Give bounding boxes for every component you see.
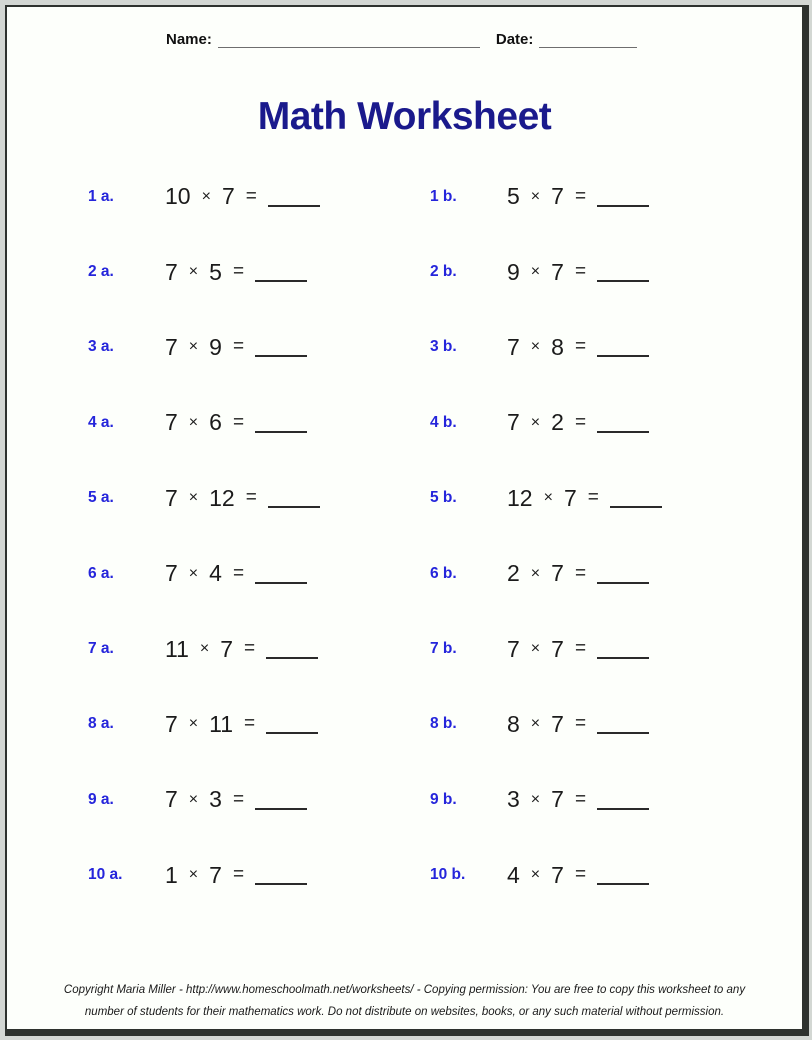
answer-blank[interactable] <box>597 732 649 734</box>
equals-sign: = <box>574 336 587 358</box>
times-sign: × <box>188 263 199 281</box>
equals-sign: = <box>244 713 256 735</box>
equals-sign: = <box>232 562 245 584</box>
equals-sign: = <box>232 336 245 358</box>
problem-label: 3 b. <box>430 338 457 356</box>
answer-blank[interactable] <box>266 732 318 734</box>
problem-row-9 <box>7 762 802 837</box>
problem-expression <box>165 183 320 210</box>
answer-blank[interactable] <box>255 280 307 282</box>
answer-blank[interactable] <box>597 205 649 207</box>
times-sign: × <box>188 338 199 356</box>
times-sign: × <box>530 640 541 658</box>
factor-1: 9 <box>507 258 520 285</box>
problem-2b <box>430 259 649 286</box>
problem-9b <box>430 786 649 813</box>
factor-2: 3 <box>209 786 222 813</box>
problem-label: 7 a. <box>88 640 114 658</box>
answer-blank[interactable] <box>597 883 649 885</box>
equals-sign: = <box>574 864 587 886</box>
factor-1: 3 <box>507 786 520 813</box>
problem-label: 2 b. <box>430 263 457 281</box>
problem-expression <box>507 409 649 436</box>
problem-row-3 <box>7 310 802 385</box>
problem-expression <box>165 560 307 587</box>
factor-1: 7 <box>507 635 520 662</box>
date-input-line[interactable] <box>539 31 637 48</box>
problem-expression <box>507 786 649 813</box>
problem-label: 5 a. <box>88 489 114 507</box>
equals-sign: = <box>232 788 245 810</box>
factor-1: 7 <box>507 333 520 360</box>
factor-2: 7 <box>551 861 564 888</box>
equals-sign: = <box>232 261 245 283</box>
equals-sign: = <box>574 713 587 735</box>
problem-expression <box>165 334 307 361</box>
equals-sign: = <box>232 411 245 433</box>
problem-expression <box>165 259 307 286</box>
problem-2a <box>88 259 430 286</box>
factor-1: 7 <box>165 710 178 737</box>
equals-sign: = <box>232 864 245 886</box>
factor-1: 7 <box>165 484 178 511</box>
problem-expression <box>507 636 649 663</box>
factor-1: 5 <box>507 183 520 210</box>
problem-9a <box>88 786 430 813</box>
times-sign: × <box>188 790 199 808</box>
problems-grid <box>7 159 802 913</box>
problem-label: 1 b. <box>430 187 457 205</box>
factor-2: 7 <box>551 560 564 587</box>
equals-sign: = <box>574 411 587 433</box>
factor-1: 7 <box>165 409 178 436</box>
problem-row-10 <box>7 838 802 913</box>
name-label: Name: <box>166 31 212 48</box>
factor-2: 12 <box>209 484 235 511</box>
problem-expression <box>165 485 320 512</box>
equals-sign: = <box>574 261 587 283</box>
problem-row-1 <box>7 159 802 234</box>
equals-sign: = <box>574 788 587 810</box>
equals-sign: = <box>574 638 587 660</box>
answer-blank[interactable] <box>255 431 307 433</box>
factor-2: 8 <box>551 333 564 360</box>
problem-label: 10 b. <box>430 866 466 884</box>
factor-2: 7 <box>563 484 577 511</box>
times-sign: × <box>530 413 541 431</box>
problem-expression <box>507 711 649 738</box>
problem-4a <box>88 409 430 436</box>
answer-blank[interactable] <box>597 657 649 659</box>
problem-4b <box>430 409 649 436</box>
problem-3a <box>88 334 430 361</box>
copyright-footer <box>7 979 802 1023</box>
factor-2: 7 <box>220 635 234 662</box>
problem-label: 8 a. <box>88 715 114 733</box>
factor-1: 7 <box>165 786 178 813</box>
factor-1: 7 <box>165 333 178 360</box>
answer-blank[interactable] <box>266 657 318 659</box>
factor-1: 1 <box>165 861 178 888</box>
problem-row-5 <box>7 461 802 536</box>
factor-2: 7 <box>551 786 564 813</box>
factor-2: 6 <box>209 409 222 436</box>
problem-row-8 <box>7 687 802 762</box>
problem-label: 9 a. <box>88 790 114 808</box>
factor-2: 5 <box>209 258 222 285</box>
problem-label: 6 a. <box>88 564 114 582</box>
copyright-line-1: Copyright Maria Miller - http://www.homeschoolmath.net/worksheets/ - Copying permission: You are free to copy this worksheet to any <box>63 984 746 996</box>
factor-2: 4 <box>209 560 222 587</box>
factor-1: 7 <box>165 258 178 285</box>
equals-sign: = <box>245 487 257 509</box>
problem-expression <box>165 862 307 889</box>
problem-row-4 <box>7 385 802 460</box>
problem-expression <box>507 485 662 512</box>
factor-1: 2 <box>507 560 520 587</box>
answer-blank[interactable] <box>597 808 649 810</box>
problem-6b <box>430 560 649 587</box>
problem-label: 4 b. <box>430 413 457 431</box>
page-title: Math Worksheet <box>257 95 552 138</box>
factor-2: 7 <box>551 258 564 285</box>
problem-10a <box>88 862 430 889</box>
answer-blank[interactable] <box>255 355 307 357</box>
problem-1b <box>430 183 649 210</box>
problem-expression <box>165 786 307 813</box>
worksheet-page <box>5 5 809 1036</box>
problem-label: 1 a. <box>88 187 114 205</box>
times-sign: × <box>530 715 541 733</box>
answer-blank[interactable] <box>268 506 320 508</box>
answer-blank[interactable] <box>268 205 320 207</box>
times-sign: × <box>530 263 541 281</box>
factor-2: 7 <box>551 183 564 210</box>
problem-row-6 <box>7 536 802 611</box>
answer-blank[interactable] <box>255 582 307 584</box>
header <box>166 31 637 48</box>
times-sign: × <box>530 866 541 884</box>
problem-3b <box>430 334 649 361</box>
problem-5a <box>88 485 430 512</box>
equals-sign: = <box>244 638 256 660</box>
problem-label: 7 b. <box>430 640 457 658</box>
problem-5b <box>430 485 662 512</box>
problem-1a <box>88 183 430 210</box>
name-input-line[interactable] <box>218 31 480 48</box>
times-sign: × <box>199 640 210 658</box>
answer-blank[interactable] <box>255 808 307 810</box>
times-sign: × <box>530 338 541 356</box>
problem-label: 3 a. <box>88 338 114 356</box>
problem-expression <box>165 409 307 436</box>
date-label: Date: <box>495 31 534 48</box>
equals-sign: = <box>574 562 587 584</box>
copyright-line-2: number of students for their mathematics work. Do not distribute on websites, books, or any such material without permission. <box>84 1006 725 1018</box>
factor-2: 11 <box>209 710 234 737</box>
problem-7a <box>88 636 430 663</box>
equals-sign: = <box>587 487 599 509</box>
answer-blank[interactable] <box>255 883 307 885</box>
problem-label: 8 b. <box>430 715 457 733</box>
problem-expression <box>507 334 649 361</box>
times-sign: × <box>188 866 199 884</box>
problem-expression <box>165 636 318 663</box>
times-sign: × <box>530 790 541 808</box>
problem-expression <box>507 862 649 889</box>
answer-blank[interactable] <box>610 506 662 508</box>
problem-7b <box>430 636 649 663</box>
factor-2: 7 <box>551 635 564 662</box>
factor-1: 10 <box>165 183 191 210</box>
times-sign: × <box>530 187 541 205</box>
answer-blank[interactable] <box>597 582 649 584</box>
problem-label: 5 b. <box>430 489 457 507</box>
problem-expression <box>507 183 649 210</box>
times-sign: × <box>188 413 199 431</box>
problem-row-7 <box>7 611 802 686</box>
times-sign: × <box>188 715 199 733</box>
factor-2: 9 <box>209 333 222 360</box>
problem-row-2 <box>7 234 802 309</box>
factor-1: 11 <box>165 635 189 662</box>
problem-label: 2 a. <box>88 263 114 281</box>
answer-blank[interactable] <box>597 431 649 433</box>
problem-8a <box>88 711 430 738</box>
factor-2: 7 <box>551 710 564 737</box>
factor-1: 7 <box>165 560 178 587</box>
problem-label: 4 a. <box>88 413 114 431</box>
problem-label: 6 b. <box>430 564 457 582</box>
times-sign: × <box>188 564 199 582</box>
factor-1: 4 <box>507 861 520 888</box>
times-sign: × <box>201 187 211 205</box>
problem-expression <box>507 259 649 286</box>
factor-1: 7 <box>507 409 520 436</box>
problem-10b <box>430 862 649 889</box>
times-sign: × <box>188 489 199 507</box>
factor-2: 2 <box>551 409 564 436</box>
problem-label: 10 a. <box>88 866 123 884</box>
equals-sign: = <box>574 185 587 207</box>
problem-8b <box>430 711 649 738</box>
problem-6a <box>88 560 430 587</box>
problem-expression <box>165 711 318 738</box>
problem-label: 9 b. <box>430 790 457 808</box>
equals-sign: = <box>245 185 257 207</box>
factor-1: 12 <box>507 484 533 511</box>
answer-blank[interactable] <box>597 355 649 357</box>
factor-2: 7 <box>209 861 222 888</box>
times-sign: × <box>530 564 541 582</box>
factor-1: 8 <box>507 710 520 737</box>
times-sign: × <box>543 489 553 507</box>
answer-blank[interactable] <box>597 280 649 282</box>
factor-2: 7 <box>221 183 235 210</box>
problem-expression <box>507 560 649 587</box>
